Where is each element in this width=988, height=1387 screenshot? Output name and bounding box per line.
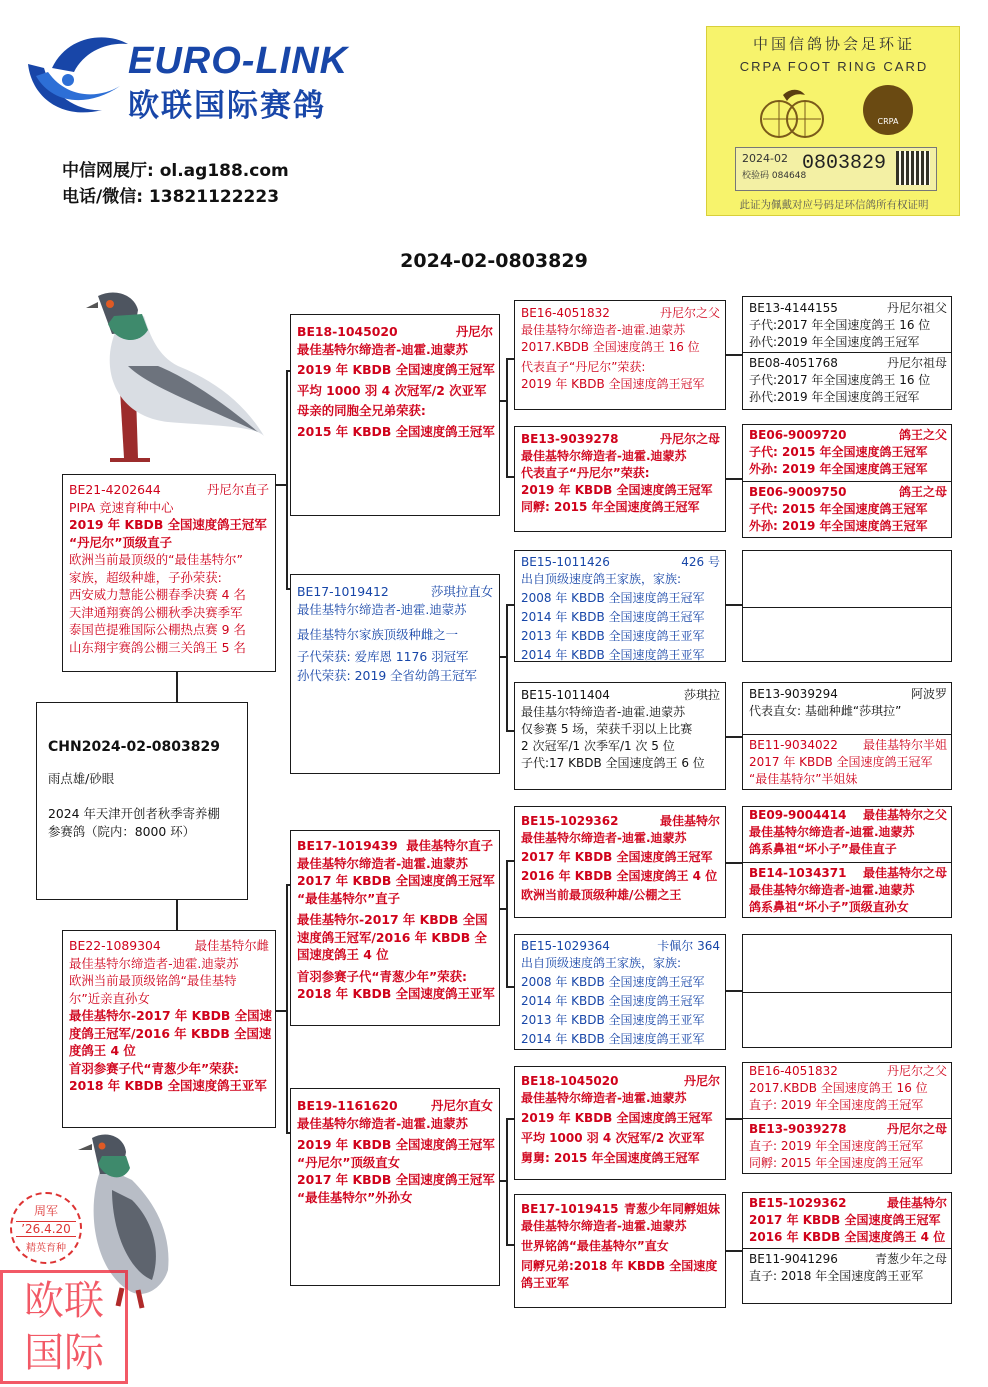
gen4-box-1: BE13-4144155 丹尼尔祖父 子代:2017 年全国速度鸽王 16 位 孙代:2019 年全国速度鸽王冠军 BE08-4051768 丹尼尔祖母 子代:2017 年全国速度鸽王 16 位 孙代:2019 年全国速度鸽王冠军	[742, 296, 952, 410]
dam-box: BE22-1089304 最佳基特尔雌 最佳基特尔缔造者-迪霍.迪蒙苏 欧洲当前最顶级铭鸽“最佳基特 尔”近亲直孙女 最佳基特尔-2017 年 KBDB 全国速 度鸽王冠军/2016 年 KBDB 全国速 度鸽王 4 位 首羽参赛子代“青葱少年”荣获: 2018 年 KBDB 全国速度鸽王亚军	[62, 930, 276, 1128]
card-title-en: CRPA FOOT RING CARD	[739, 59, 929, 74]
qr-code-icon	[896, 151, 930, 185]
gen4-box-3-empty	[742, 550, 952, 662]
gen2-box-4: BE19-1161620 丹尼尔直女 最佳基特尔缔造者-迪霍.迪蒙苏 2019 年 KBDB 全国速度鸽王冠军 “丹尼尔”顶级直女 2017 年 KBDB 全国速度鸽王冠军 “最佳基特尔”外孙女	[290, 1088, 500, 1286]
gen4-box-2: BE06-9009720 鸽王之父 子代: 2015 年全国速度鸽王冠军 外孙: 2019 年全国速度鸽王冠军 BE06-9009750 鸽王之母 子代: 2015 年全国速度鸽王冠军 外孙: 2019 年全国速度鸽王冠军	[742, 424, 952, 538]
gen3-box-7: BE18-1045020 丹尼尔 最佳基特尔缔造者-迪霍.迪蒙苏 2019 年 KBDB 全国速度鸽王冠军 平均 1000 羽 4 次冠军/2 次亚军 舅舅: 2015 年全国速度鸽王冠军	[514, 1066, 726, 1180]
gen3-box-6: BE15-1029364 卡佩尔 364 出自顶级速度鸽王家族，家族: 2008 年 KBDB 全国速度鸽王冠军 2014 年 KBDB 全国速度鸽王冠军 2013 年 KBDB 全国速度鸽王亚军 2014 年 KBDB 全国速度鸽王亚军	[514, 934, 726, 1050]
contact-web: 中信网展厅: ol.ag188.com	[62, 161, 289, 181]
gen4-box-8: BE15-1029362 最佳基特尔 2017 年 KBDB 全国速度鸽王冠军 2016 年 KBDB 全国速度鸽王 4 位 BE11-9041296 青葱少年之母 直子: 2018 年全国速度鸽王亚军	[742, 1192, 952, 1304]
subject-box: CHN2024-02-0803829 雨点雄/砂眼 2024 年天津开创者秋季寄养棚 参赛鸽（院内：8000 环）	[36, 702, 248, 900]
sire-box: BE21-4202644 丹尼尔直子 PIPA 竞速育种中心 2019 年 KBDB 全国速度鸽王冠军 “丹尼尔”顶级直子 欧洲当前最顶级的“最佳基特尔” 家族，超级种雄，子孙荣获: 西安威力慧能公棚春季决赛 4 名 天津通翔赛鸽公棚秋季决赛季军 泰国芭提雅国际公棚热点赛 9 名 山东翔宇赛鸽公棚三关鸽王 5 名	[62, 474, 276, 672]
red-seal: 欧联国际	[0, 1270, 128, 1384]
gen4-box-6-empty	[742, 934, 952, 1048]
gen3-box-1: BE16-4051832 丹尼尔之父 最佳基特尔缔造者-迪霍.迪蒙苏 2017.KBDB 全国速度鸽王 16 位 代表直子“丹尼尔”荣获: 2019 年 KBDB 全国速度鸽王冠军	[514, 300, 726, 410]
page-title: 2024-02-0803829	[400, 250, 588, 272]
gen4-box-7: BE16-4051832 丹尼尔之父 2017.KBDB 全国速度鸽王 16 位 直子: 2019 年全国速度鸽王冠军 BE13-9039278 丹尼尔之母 直子: 2019 年全国速度鸽王冠军 同孵: 2015 年全国速度鸽王冠军	[742, 1062, 952, 1174]
dam-title: 最佳基特尔雌	[194, 938, 269, 953]
gen3-box-2: BE13-9039278 丹尼尔之母 最佳基特尔缔造者-迪霍.迪蒙苏 代表直子“丹尼尔”荣获: 2019 年 KBDB 全国速度鸽王冠军 同孵: 2015 年全国速度鸽王冠军	[514, 426, 726, 532]
euro-link-logo	[22, 28, 132, 120]
foot-ring-card	[706, 26, 960, 216]
gen3-box-4: BE15-1011404 莎琪拉 最佳基尔特缔造者-迪霍.迪蒙苏 仅参赛 5 场，荣获千羽以上比赛 2 次冠军/1 次季军/1 次 5 位 子代:17 KBDB 全国速度鸽王 6 位	[514, 682, 726, 790]
brand-chinese: 欧联国际赛鸽	[128, 88, 326, 124]
brand-english: EURO-LINK	[128, 40, 349, 82]
gen2-box-2: BE17-1019412 莎琪拉直女 最佳基特尔缔造者-迪霍.迪蒙苏 最佳基特尔家族顶级种雌之一 子代荣获: 爱库恩 1176 羽冠军 孙代荣获: 2019 全省幼鸽王冠军	[290, 574, 500, 774]
contact-phone: 电话/微信: 13821122223	[62, 187, 280, 207]
date-stamp: 周军 ’26.4.20 精英育种	[10, 1192, 82, 1264]
gen2-box-1: BE18-1045020 丹尼尔 最佳基特尔缔造者-迪霍.迪蒙苏 2019 年 KBDB 全国速度鸽王冠军 平均 1000 羽 4 次冠军/2 次亚军 母亲的同胞全兄弟荣获: 2015 年 KBDB 全国速度鸽王冠军	[290, 314, 500, 516]
subject-ring: CHN2024-02-0803829	[48, 739, 220, 755]
gen4-box-5: BE09-9004414 最佳基特尔之父 最佳基特尔缔造者-迪霍.迪蒙苏 鸽系鼻祖“坏小子”最佳直子 BE14-1034371 最佳基特尔之母 最佳基特尔缔造者-迪霍.迪蒙苏 鸽系鼻祖“坏小子”顶级直孙女	[742, 806, 952, 918]
crpa-emblem: CRPA	[863, 85, 913, 135]
gen3-box-8: BE17-1019415 青葱少年同孵姐妹 最佳基特尔缔造者-迪霍.迪蒙苏 世界铭鸽“最佳基特尔”直女 同孵兄弟:2018 年 KBDB 全国速度 鸽王亚军	[514, 1194, 726, 1308]
globe-pigeon-emblem	[757, 85, 827, 149]
gen3-box-3: BE15-1011426 426 号 出自顶级速度鸽王家族，家族: 2008 年 KBDB 全国速度鸽王冠军 2014 年 KBDB 全国速度鸽王冠军 2013 年 KBDB 全国速度鸽王亚军 2014 年 KBDB 全国速度鸽王亚军	[514, 550, 726, 662]
dam-ring: BE22-1089304	[69, 938, 161, 953]
subject-desc: 雨点雄/砂眼	[48, 771, 115, 786]
ring-number-panel: 2024-02 校验码 084648 0803829	[735, 147, 937, 191]
card-title-cn: 中国信鸽协会足环证	[752, 35, 915, 53]
gen4-box-4: BE13-9039294 阿波罗 代表直女: 基础种雌“莎琪拉” BE11-9034022 最佳基特尔半姐 2017 年 KBDB 全国速度鸽王冠军 “最佳基特尔”半姐妹	[742, 682, 952, 790]
gen2-box-3: BE17-1019439 最佳基特尔直子 最佳基特尔缔造者-迪霍.迪蒙苏 2017 年 KBDB 全国速度鸽王冠军 “最佳基特尔”直子 最佳基特尔-2017 年 KBDB 全国 速度鸽王冠军/2016 年 KBDB 全 国速度鸽王 4 位 首羽参赛子代“青葱少年”荣获: 2018 年 KBDB 全国速度鸽王亚军	[290, 830, 500, 1026]
card-footer: 此证为佩戴对应号码足环信鸽所有权证明	[739, 199, 929, 211]
sire-ring: BE21-4202644	[69, 482, 161, 497]
pigeon-photo-top	[58, 286, 268, 476]
gen3-box-5: BE15-1029362 最佳基特尔 最佳基特尔缔造者-迪霍.迪蒙苏 2017 年 KBDB 全国速度鸽王冠军 2016 年 KBDB 全国速度鸽王 4 位 欧洲当前最顶级种雄/公棚之王	[514, 806, 726, 918]
sire-title: 丹尼尔直子	[207, 482, 269, 497]
